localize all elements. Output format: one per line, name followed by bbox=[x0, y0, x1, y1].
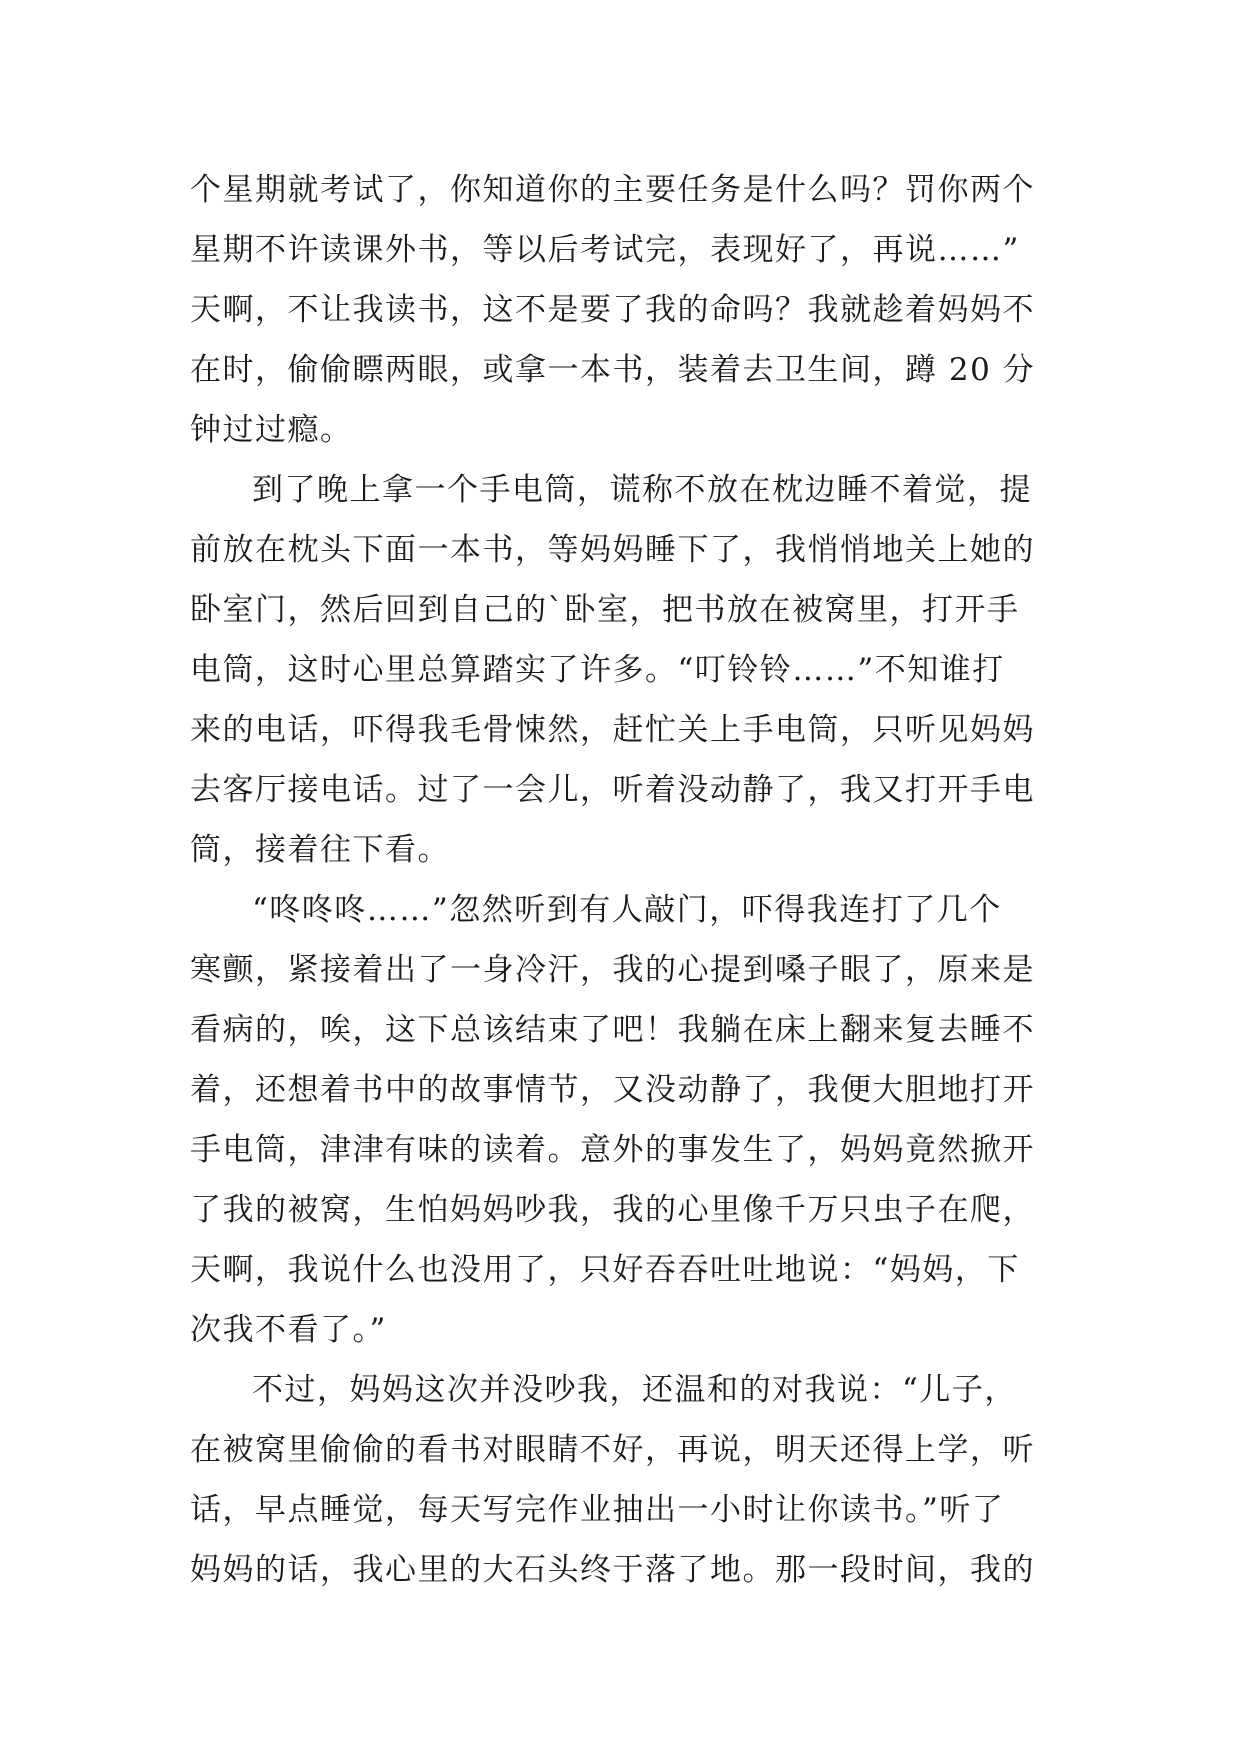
text-line: “咚咚咚……”忽然听到有人敲门，吓得我连打了几个 bbox=[252, 892, 1002, 928]
text-line: 到了晚上拿一个手电筒，谎称不放在枕边睡不着觉，提 bbox=[252, 472, 1032, 508]
text-line: 来的电话，吓得我毛骨悚然，赶忙关上手电筒，只听见妈妈 bbox=[190, 712, 1035, 748]
text-line: 个星期就考试了，你知道你的主要任务是什么吗？罚你两个 bbox=[190, 172, 1035, 208]
text-line: 看病的，唉，这下总该结束了吧！我躺在床上翻来复去睡不 bbox=[190, 1012, 1035, 1048]
text-line: 筒，接着往下看。 bbox=[190, 832, 450, 868]
text-line: 星期不许读课外书，等以后考试完，表现好了，再说……” bbox=[190, 232, 1020, 268]
text-line: 前放在枕头下面一本书，等妈妈睡下了，我悄悄地关上她的 bbox=[190, 532, 1035, 568]
text-line: 在被窝里偷偷的看书对眼睛不好，再说，明天还得上学，听 bbox=[190, 1432, 1035, 1468]
text-line: 卧室门，然后回到自己的`卧室，把书放在被窝里，打开手 bbox=[190, 592, 1020, 628]
text-line: 妈妈的话，我心里的大石头终于落了地。那一段时间，我的 bbox=[190, 1552, 1035, 1588]
text-line: 去客厅接电话。过了一会儿，听着没动静了，我又打开手电 bbox=[190, 772, 1035, 808]
text-line: 天啊，我说什么也没用了，只好吞吞吐吐地说：“妈妈，下 bbox=[190, 1252, 1020, 1288]
text-line: 手电筒，津津有味的读着。意外的事发生了，妈妈竟然掀开 bbox=[190, 1132, 1035, 1168]
text-line: 寒颤，紧接着出了一身冷汗，我的心提到嗓子眼了，原来是 bbox=[190, 952, 1035, 988]
text-line: 电筒，这时心里总算踏实了许多。“叮铃铃……”不知谁打 bbox=[190, 652, 1005, 688]
text-line: 次我不看了。” bbox=[190, 1312, 387, 1348]
text-line: 在时，偷偷瞟两眼，或拿一本书，装着去卫生间，蹲 20 分 bbox=[190, 352, 1036, 388]
text-line: 了我的被窝，生怕妈妈吵我，我的心里像千万只虫子在爬， bbox=[190, 1192, 1035, 1228]
text-line: 钟过过瘾。 bbox=[190, 412, 353, 448]
body-text bbox=[190, 160, 1050, 1600]
text-line: 话，早点睡觉，每天写完作业抽出一小时让你读书。”听了 bbox=[190, 1492, 1005, 1528]
text-line: 天啊，不让我读书，这不是要了我的命吗？我就趁着妈妈不 bbox=[190, 292, 1035, 328]
text-line: 不过，妈妈这次并没吵我，还温和的对我说：“儿子， bbox=[252, 1372, 1017, 1408]
text-line: 着，还想着书中的故事情节，又没动静了，我便大胆地打开 bbox=[190, 1072, 1035, 1108]
